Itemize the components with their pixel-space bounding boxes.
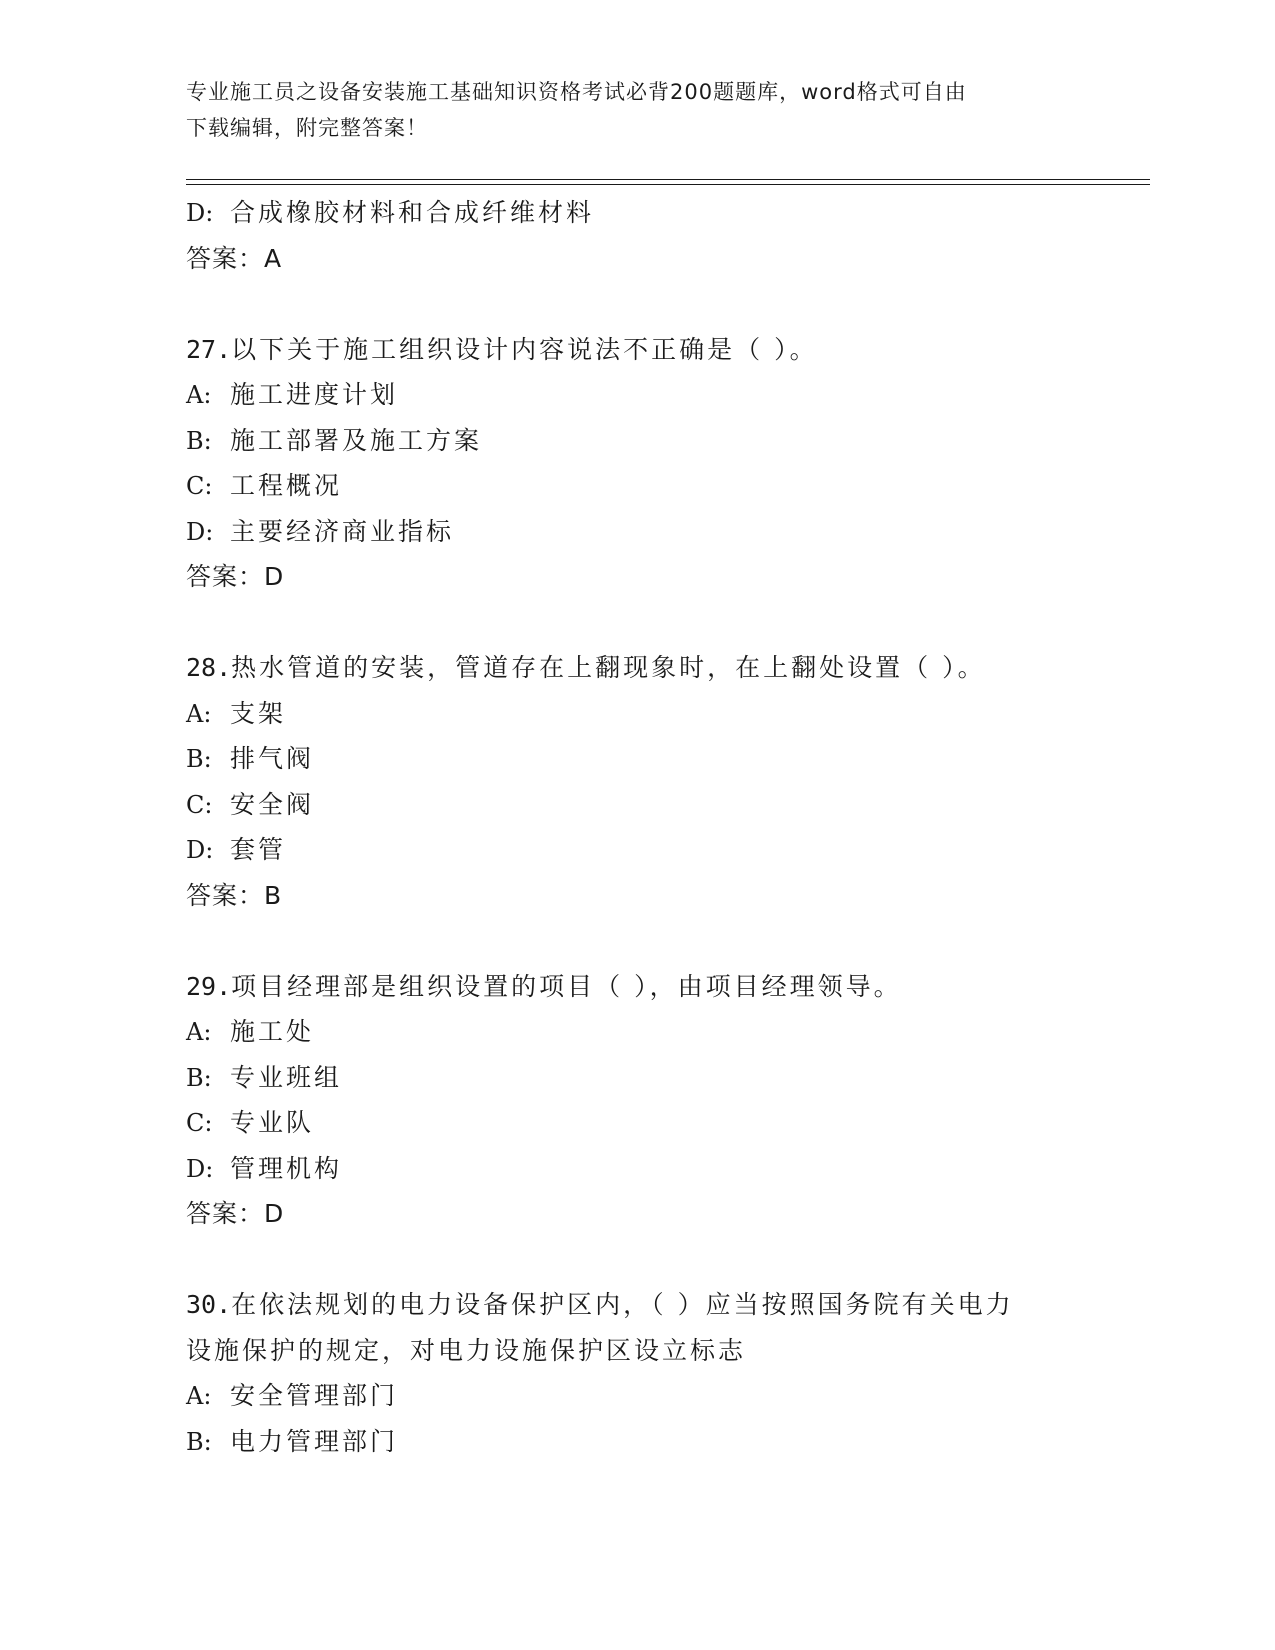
header-divider-top — [186, 179, 1150, 180]
header-divider-bottom — [186, 184, 1150, 185]
option-key: C: — [186, 472, 213, 500]
option-key: A: — [186, 381, 212, 409]
option-row — [186, 1419, 1086, 1465]
option-key: D: — [186, 836, 214, 864]
header-line-2: 下载编辑，附完整答案！ — [186, 116, 428, 140]
option-key: D: — [186, 517, 214, 546]
option-text: 施工处 — [230, 1017, 315, 1046]
spacer — [186, 281, 1086, 327]
option-row — [186, 691, 1086, 737]
option-key: A: — [186, 1382, 212, 1410]
option-row — [186, 1146, 1086, 1192]
question-number: 29. — [186, 971, 232, 1001]
option-text: 管理机构 — [230, 1153, 343, 1183]
question-text: 项目经理部是组织设置的项目（ ），由项目经理领导。 — [231, 971, 902, 1001]
question-number: 27. — [186, 334, 232, 364]
question-text: 热水管道的安装，管道存在上翻现象时，在上翻处设置（ ）。 — [231, 653, 986, 682]
option-row — [186, 190, 1086, 236]
option-row — [186, 782, 1086, 828]
question-stem — [186, 645, 1086, 691]
option-row — [186, 372, 1086, 418]
option-key: C: — [186, 1109, 213, 1137]
option-key: B: — [186, 745, 212, 773]
question-number: 30. — [186, 1290, 232, 1319]
option-row — [186, 1100, 1086, 1146]
option-text: 专业队 — [230, 1108, 315, 1137]
question-number: 28. — [186, 653, 232, 682]
answer-line: 答案：B — [186, 880, 283, 910]
option-row — [186, 1373, 1086, 1419]
spacer — [186, 600, 1086, 646]
question-text: 以下关于施工组织设计内容说法不正确是（ ）。 — [231, 334, 818, 364]
option-text: 套管 — [230, 835, 287, 864]
document-header — [186, 74, 1066, 146]
option-row — [186, 418, 1086, 464]
option-key: D: — [186, 1154, 214, 1183]
option-key: D: — [186, 199, 214, 227]
question-content — [186, 190, 1086, 1464]
option-row — [186, 463, 1086, 509]
option-row — [186, 1009, 1086, 1055]
option-text: 施工进度计划 — [230, 380, 399, 409]
answer-line: 答案：D — [186, 1199, 285, 1228]
option-text: 安全管理部门 — [230, 1381, 399, 1410]
option-row — [186, 509, 1086, 555]
question-stem — [186, 1282, 1086, 1328]
question-stem-continued: 设施保护的规定，对电力设施保护区设立标志 — [186, 1335, 747, 1365]
option-text: 施工部署及施工方案 — [230, 425, 483, 455]
option-key: A: — [186, 699, 212, 728]
option-text: 电力管理部门 — [230, 1426, 399, 1456]
question-text: 在依法规划的电力设备保护区内，（ ）应当按照国务院有关电力 — [231, 1290, 1014, 1319]
option-row — [186, 1055, 1086, 1101]
option-text: 支架 — [230, 698, 287, 728]
answer-line: 答案：D — [186, 562, 285, 591]
option-row — [186, 827, 1086, 873]
option-text: 主要经济商业指标 — [230, 516, 455, 546]
option-text: 专业班组 — [230, 1062, 343, 1092]
option-row — [186, 736, 1086, 782]
option-key: C: — [186, 790, 213, 819]
option-text: 合成橡胶材料和合成纤维材料 — [230, 198, 595, 227]
header-line-1: 专业施工员之设备安装施工基础知识资格考试必背200题题库，word格式可自由 — [186, 80, 967, 104]
question-stem — [186, 327, 1086, 373]
spacer — [186, 1237, 1086, 1283]
option-text: 工程概况 — [230, 471, 343, 500]
option-text: 排气阀 — [230, 744, 315, 773]
answer-line: 答案：A — [186, 243, 283, 273]
option-key: B: — [186, 1427, 212, 1456]
spacer — [186, 918, 1086, 964]
option-key: B: — [186, 426, 212, 455]
option-text: 安全阀 — [230, 789, 315, 819]
option-key: B: — [186, 1063, 212, 1092]
question-stem — [186, 964, 1086, 1010]
option-key: A: — [186, 1018, 212, 1046]
